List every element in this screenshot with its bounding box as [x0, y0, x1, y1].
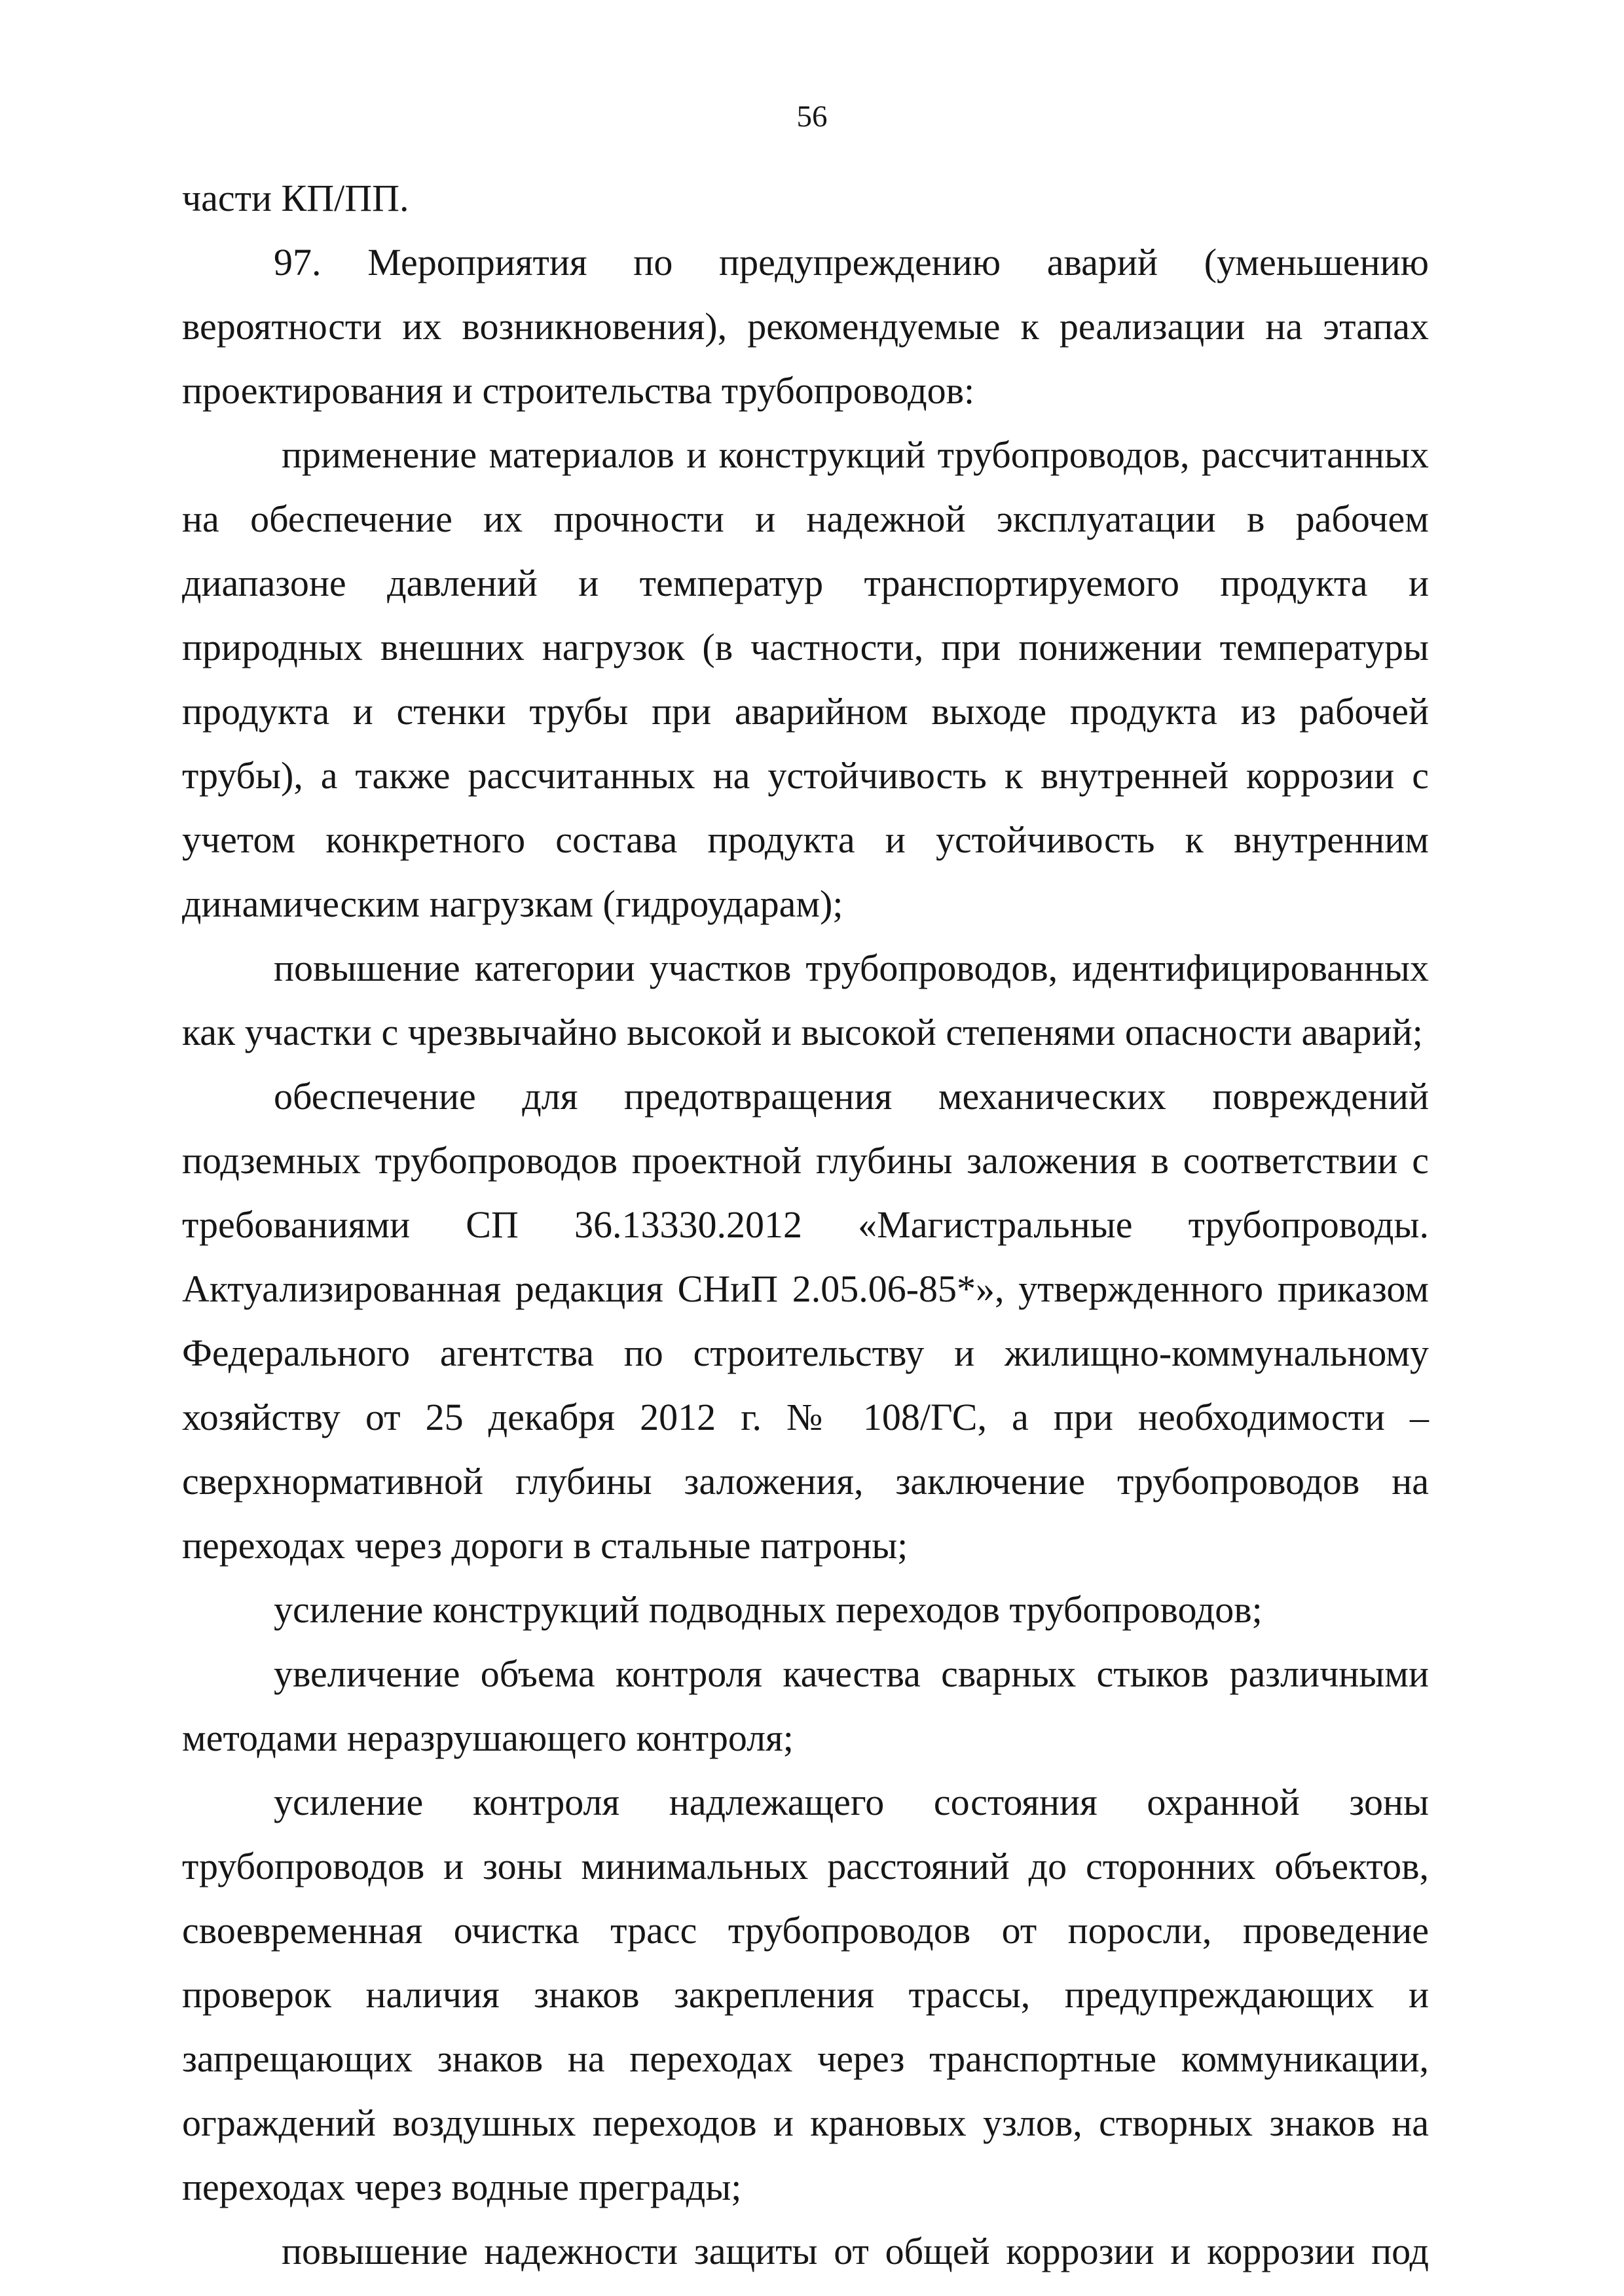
page-number: 56 — [796, 100, 828, 134]
paragraph-continuation: части КП/ПП. — [182, 177, 409, 219]
paragraph-materials: применение материалов и конструкций трубопроводов, рассчитанных на обеспечение их прочности и надежной эксплуатации в рабочем диапазоне давлений и температур транспортируемого продукта и природных внешних нагрузок (в частности, при понижении температуры продукта и стенки трубы при аварийном выходе продукта из рабочей трубы), а также рассчитанных на устойчивость к внутренней коррозии с учетом конкретного состава продукта и устойчивость к внутренним динамическим нагрузкам (гидроударам); — [182, 433, 1429, 925]
paragraph-welds: увеличение объема контроля качества сварных стыков различными методами неразрушающего контроля; — [182, 1652, 1429, 1759]
paragraph-corrosion: повышение надежности защиты от общей коррозии и коррозии под — [282, 2230, 1429, 2272]
paragraph-depth: обеспечение для предотвращения механических повреждений подземных трубопроводов проектной глубины заложения в соответствии с требованиями СП 36.13330.2012 «Магистральные трубопроводы. Актуализированная редакция СНиП 2.05.06-85*», утвержденного приказом Федерального агентства по строительству и жилищно-коммунальному хозяйству от 25 декабря 2012 г. № 108/ГС, а при необходимости – сверхнормативной глубины заложения, заключение трубопроводов на переходах через дороги в стальные патроны; — [182, 1075, 1429, 1567]
paragraph-item-97: 97. Мероприятия по предупреждению аварий (уменьшению вероятности их возникновения), рекомендуемые к реализации на этапах проектирования и строительства трубопроводов: — [182, 241, 1429, 412]
document-body — [182, 166, 1429, 2284]
paragraph-security-zone: усиление контроля надлежащего состояния охранной зоны трубопроводов и зоны минимальных расстояний до сторонних объектов, своевременная очистка трасс трубопроводов от поросли, проведение проверок наличия знаков закрепления трассы, предупреждающих и запрещающих знаков на переходах через транспортные коммуникации, ограждений воздушных переходов и крановых узлов, створных знаков на переходах через водные преграды; — [182, 1781, 1429, 2208]
paragraph-underwater: усиление конструкций подводных переходов трубопроводов; — [274, 1588, 1263, 1631]
paragraph-category: повышение категории участков трубопроводов, идентифицированных как участки с чрезвычайно высокой и высокой степенями опасности аварий; — [182, 947, 1429, 1053]
